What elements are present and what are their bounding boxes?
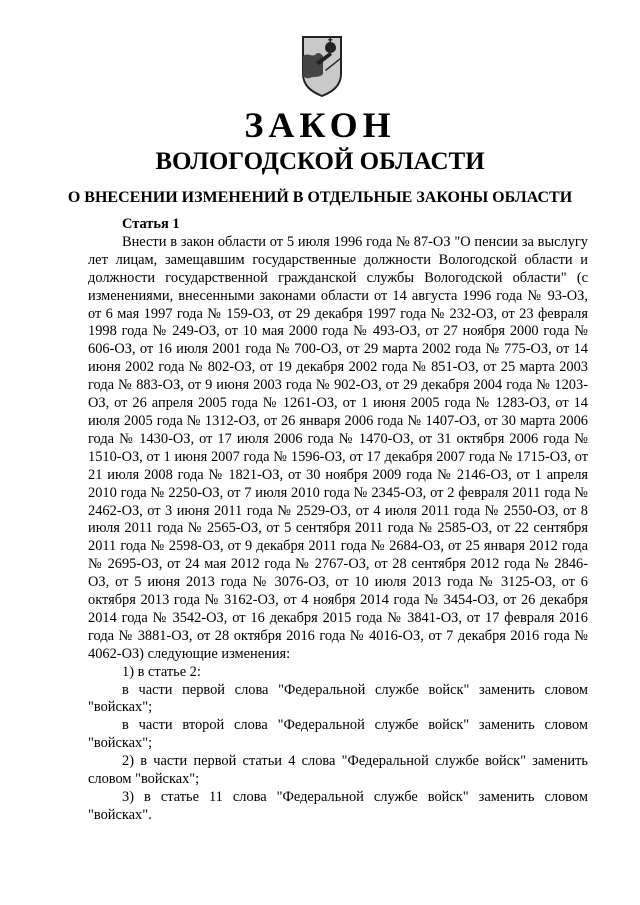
- article-paragraph: 1) в статье 2:: [122, 663, 201, 680]
- law-subject: О ВНЕСЕНИИ ИЗМЕНЕНИЙ В ОТДЕЛЬНЫЕ ЗАКОНЫ ОБЛАСТИ: [67, 189, 573, 206]
- vologda-coat-of-arms-icon: [300, 34, 344, 98]
- document-title: ЗАКОН: [244, 105, 396, 145]
- article-paragraph: 3) в статье 11 слова "Федеральной службе войск" заменить словом "войсках".: [88, 789, 588, 823]
- article-paragraph: в части первой слова "Федеральной службе войск" заменить словом "войсках";: [88, 681, 588, 716]
- article-paragraph: в части второй слова "Федеральной службе войск" заменить словом "войсках";: [88, 717, 588, 752]
- article-heading: Статья 1: [122, 216, 180, 232]
- emblem-cloud: [303, 53, 323, 78]
- article-paragraph: Внести в закон области от 5 июля 1996 года № 87-ОЗ "О пенсии за выслугу лет лицам, замещавшим государственные должности Вологодской области и должности государственной гражданской службы Вологодской области" (с изменениями, внесенными законами области от 14 августа 1996 года № 93-ОЗ, от 6 мая 1997 года № 159-ОЗ, от 29 декабря 1997 года № 232-ОЗ, от 23 февраля 1998 года № 249-ОЗ, от 10 мая 2000 года № 493-ОЗ, от 27 ноября 2000 года № 606-ОЗ, от 16 июля 2001 года № 700-ОЗ, от 29 марта 2002 года № 775-ОЗ, от 14 июня 2002 года № 802-ОЗ, от 19 декабря 2002 года № 851-ОЗ, от 25 марта 2003 года № 883-ОЗ, от 9 июня 2003 года № 902-ОЗ, от 29 декабря 2004 года № 1203-ОЗ, от 26 апреля 2005 года № 1261-ОЗ, от 1 июня 2005 года № 1283-ОЗ, от 14 июля 2005 года № 1312-ОЗ, от 26 января 2006 года № 1407-ОЗ, от 30 марта 2006 года № 1430-ОЗ, от 17 июля 2006 года № 1470-ОЗ, от 31 октября 2006 года № 1510-ОЗ, от 1 июня 2007 года № 1596-ОЗ, от 17 декабря 2007 года № 1715-ОЗ, от 21 июля 2008 года № 1821-ОЗ, от 30 ноября 2009 года № 2146-ОЗ, от 1 апреля 2010 года № 2250-ОЗ, от 7 июля 2010 года № 2345-ОЗ, от 2 февраля 2011 года № 2462-ОЗ, от 3 июня 2011 года № 2529-ОЗ, от 4 июля 2011 года № 2550-ОЗ, от 8 июля 2011 года № 2565-ОЗ, от 5 сентября 2011 года № 2585-ОЗ, от 22 сентября 2011 года № 2598-ОЗ, от 9 декабря 2011 года № 2684-ОЗ, от 25 января 2012 года № 2695-ОЗ, от 24 мая 2012 года № 2767-ОЗ, от 28 сентября 2012 года № 2846-ОЗ, от 5 июня 2013 года № 3076-ОЗ, от 10 июля 2013 года № 3125-ОЗ, от 6 октября 2013 года № 3162-ОЗ, от 4 ноября 2014 года № 3454-ОЗ, от 26 декабря 2014 года № 3542-ОЗ, от 16 декабря 2015 года № 3841-ОЗ, от 17 февраля 2016 года № 3881-ОЗ, от 28 октября 2016 года № 4016-ОЗ, от 7 декабря 2016 года № 4062-ОЗ) следующие изменения:: [88, 233, 588, 662]
- region-title: ВОЛОГОДСКОЙ ОБЛАСТИ: [155, 148, 485, 175]
- article-paragraph: 2) в части первой статьи 4 слова "Федеральной службе войск" заменить словом "войсках";: [88, 753, 588, 788]
- article-body: [88, 216, 588, 825]
